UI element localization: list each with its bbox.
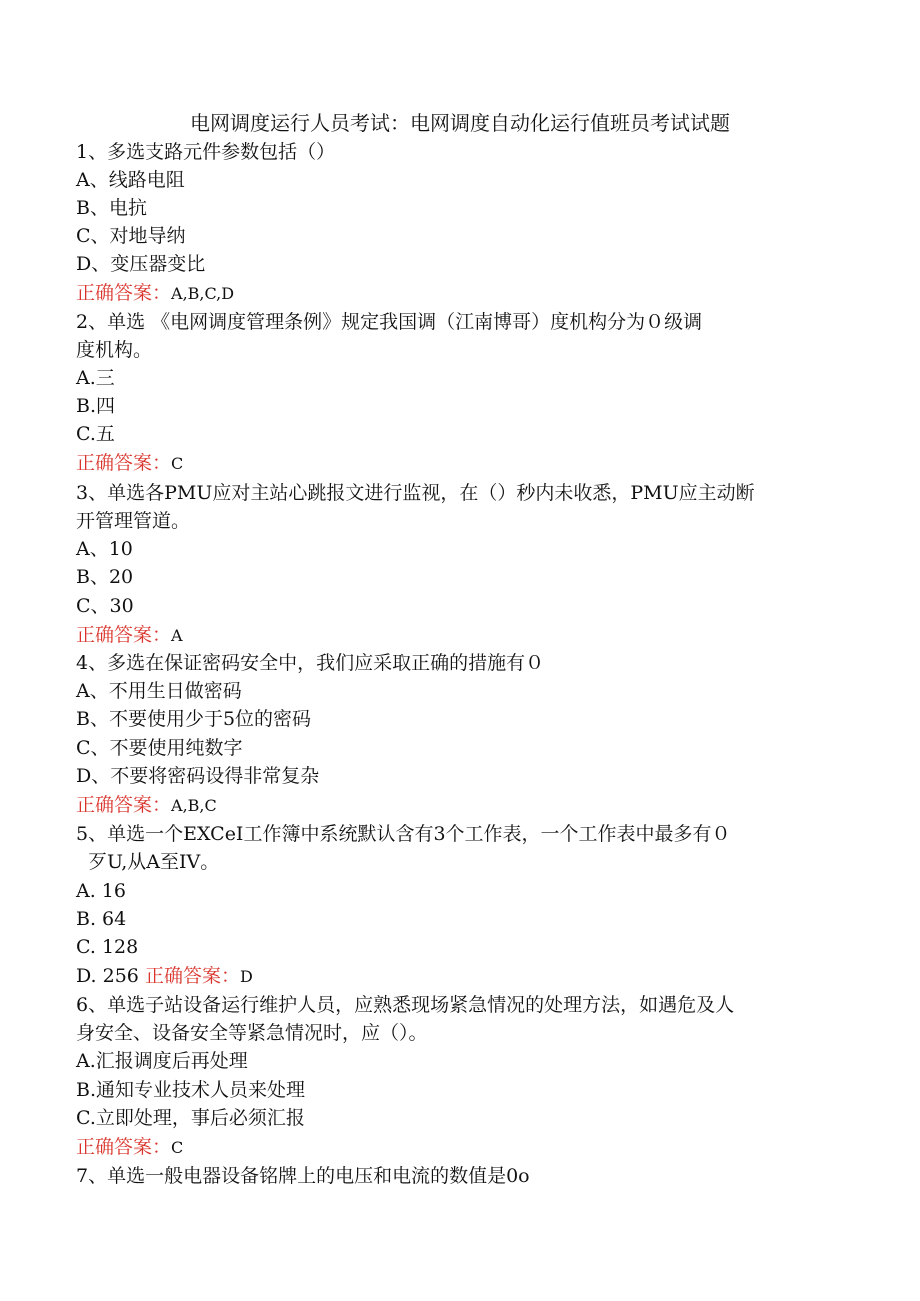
question-1-answer [76, 279, 836, 308]
question-1-option-a: A、线路电阻 [76, 169, 185, 191]
question-4-option-b: B、不要使用少于5位的密码 [76, 708, 312, 730]
question-2-stem-line1: 2、单选 《电网调度管理条例》规定我国调（江南博哥）度机构分为０级调 [76, 311, 703, 333]
question-3-option-b: B、20 [76, 566, 134, 588]
answer-label: 正确答案： [144, 965, 240, 987]
question-5-option-d: D. 256 [76, 965, 139, 987]
question-5-option-d-with-answer [76, 962, 836, 991]
question-6-option-c: C.立即处理，事后必须汇报 [76, 1107, 305, 1129]
answer-value: A,B,C,D [171, 284, 235, 303]
question-3-stem-line1: 3、单选各PMU应对主站心跳报文进行监视，在（）秒内未收悉，PMU应主动断 [76, 482, 755, 504]
question-1-option-d: D、变压器变比 [76, 253, 206, 275]
answer-value: D [239, 967, 253, 986]
question-4-answer [76, 791, 836, 820]
question-4-stem: 4、多选在保证密码安全中，我们应采取正确的措施有０ [76, 652, 545, 674]
answer-value: A,B,C [171, 796, 217, 815]
question-2-option-a: A.三 [76, 367, 115, 389]
answer-label: 正确答案： [76, 624, 172, 646]
question-4-option-a: A、不用生日做密码 [76, 680, 242, 702]
question-4-option-c: C、不要使用纯数字 [76, 737, 243, 759]
question-5-option-b: B. 64 [76, 908, 127, 930]
question-5-option-c: C. 128 [76, 936, 139, 958]
question-6-option-b: B.通知专业技术人员来处理 [76, 1079, 306, 1101]
question-7-stem: 7、单选一般电器设备铭牌上的电压和电流的数值是0o [76, 1165, 530, 1187]
question-6-option-a: A.汇报调度后再处理 [76, 1050, 248, 1072]
question-5-stem-line1: 5、单选一个EXCeI工作簿中系统默认含有3个工作表，一个工作表中最多有０ [76, 823, 731, 845]
question-5-option-a: A. 16 [76, 880, 126, 902]
question-3-option-c: C、30 [76, 595, 134, 617]
answer-value: C [171, 1138, 184, 1157]
question-4-option-d: D、不要将密码设得非常复杂 [76, 765, 320, 787]
question-3-stem-line2: 开管理管道。 [76, 510, 191, 532]
question-1-option-c: C、对地导纳 [76, 225, 186, 247]
question-2-answer [76, 449, 836, 478]
question-6-answer [76, 1133, 836, 1162]
question-2-option-c: C.五 [76, 423, 115, 445]
question-3-option-a: A、10 [76, 538, 133, 560]
answer-label: 正确答案： [76, 452, 172, 474]
question-6-stem-line1: 6、单选子站设备运行维护人员，应熟悉现场紧急情况的处理方法，如遇危及人 [76, 994, 735, 1016]
answer-value: A [171, 626, 183, 645]
answer-value: C [171, 454, 184, 473]
answer-label: 正确答案： [76, 794, 172, 816]
question-5-stem-line2: 歹U,从A至IV。 [88, 851, 220, 873]
question-3-answer [76, 621, 836, 650]
question-1-option-b: B、电抗 [76, 197, 147, 219]
answer-label: 正确答案： [76, 282, 172, 304]
document-title: 电网调度运行人员考试：电网调度自动化运行值班员考试试题 [190, 111, 730, 135]
question-2-option-b: B.四 [76, 395, 116, 417]
question-1-stem: 1、多选支路元件参数包括（） [76, 141, 336, 163]
question-6-stem-line2: 身安全、设备安全等紧急情况时，应（）。 [76, 1022, 428, 1044]
answer-label: 正确答案： [76, 1136, 172, 1158]
question-2-stem-line2: 度机构。 [76, 339, 153, 361]
